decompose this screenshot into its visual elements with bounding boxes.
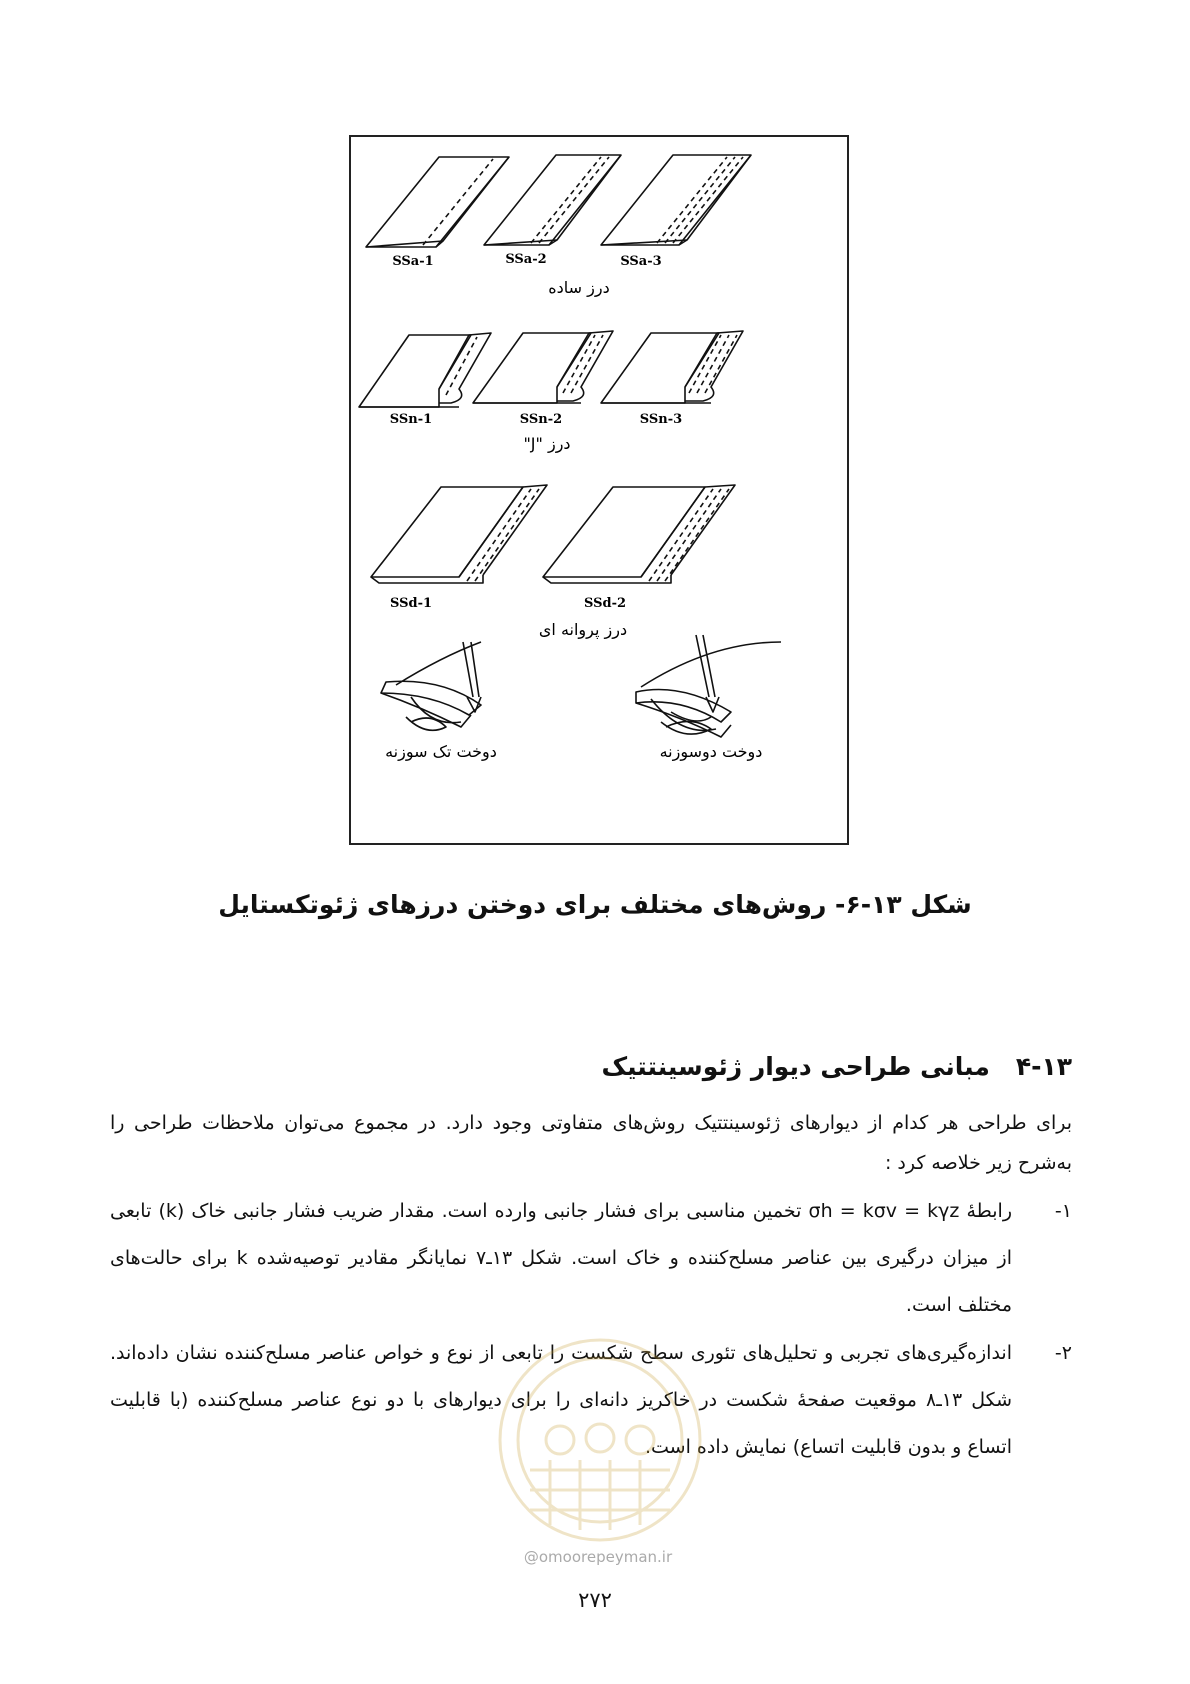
seam-ssn-1 — [359, 333, 491, 407]
page-number: ۲۷۲ — [578, 1588, 612, 1612]
list-marker: ۲- — [1054, 1342, 1072, 1364]
row-title-simple-seam: درز ساده — [548, 278, 610, 297]
list-item-text: اندازه‌گیری‌های تجربی و تحلیل‌های تئوری سطح شکست را تابعی از نوع و خواص عناصر مسلح‌کننده نشان داده‌اند. شکل ۱۳ـ۸ موقعیت صفحهٔ شکست در خاکریز دانه‌ای را برای دیوارهای با دو نوع عناصر مسلح‌کننده (با قابلیت اتساع و بدون قابلیت اتساع) نمایش داده است. — [110, 1342, 1012, 1458]
list-item — [110, 1188, 1072, 1329]
label-ssd-2: SSd-2 — [583, 596, 627, 611]
label-double-needle: دوخت دوسوزنه — [659, 742, 763, 761]
label-ssn-1: SSn-1 — [389, 412, 433, 427]
label-single-needle: دوخت تک سوزنه — [385, 742, 497, 761]
label-ssd-1: SSd-1 — [389, 596, 433, 611]
row-title-butterfly-seam: درز پروانه ای — [538, 620, 628, 639]
seam-ssa-3 — [601, 155, 751, 245]
seam-ssn-2 — [473, 331, 613, 403]
watermark-site: @omoorepeyman.ir — [523, 1548, 673, 1566]
label-ssa-2: SSa-2 — [505, 252, 547, 267]
row-title-j-seam: درز "J" — [523, 434, 571, 453]
section-heading — [601, 1052, 1072, 1081]
intro-paragraph: برای طراحی هر کدام از دیوارهای ژئوسینتتیک روش‌های متفاوتی وجود دارد. در مجموع می‌توان ملاحظات طراحی را به‌شرح زیر خلاصه کرد : — [110, 1112, 1072, 1174]
seam-methods-illustration — [351, 137, 847, 843]
list-item-text: رابطهٔ σh = kσv = kγz تخمین مناسبی برای فشار جانبی وارده است. مقدار ضریب فشار جانبی خاک (k) تابعی از میزان درگیری بین عناصر مسلح‌کننده و خاک است. شکل ۱۳ـ۷ نمایانگر مقادیر توصیه‌شده k برای حالت‌های مختلف است. — [110, 1200, 1012, 1316]
label-ssa-3: SSa-3 — [620, 254, 662, 269]
watermark-logo — [490, 1330, 710, 1570]
double-needle-illustration — [636, 635, 781, 737]
section-number: ۴-۱۳ — [1015, 1052, 1072, 1081]
label-ssn-2: SSn-2 — [519, 412, 563, 427]
list-marker: ۱- — [1054, 1200, 1072, 1222]
seam-ssd-2 — [543, 485, 735, 583]
seam-ssd-1 — [371, 485, 547, 583]
figure-caption: شکل ۱۳-۶- روش‌های مختلف برای دوختن درزهای ژئوتکستایل — [218, 890, 972, 919]
label-ssa-1: SSa-1 — [392, 254, 434, 269]
single-needle-illustration — [381, 642, 481, 730]
seam-ssa-1 — [366, 157, 509, 247]
seam-ssn-3 — [601, 331, 743, 403]
label-ssn-3: SSn-3 — [639, 412, 683, 427]
figure-frame — [349, 135, 849, 845]
seam-ssa-2 — [484, 155, 621, 245]
section-title: مبانی طراحی دیوار ژئوسینتتیک — [601, 1052, 990, 1081]
